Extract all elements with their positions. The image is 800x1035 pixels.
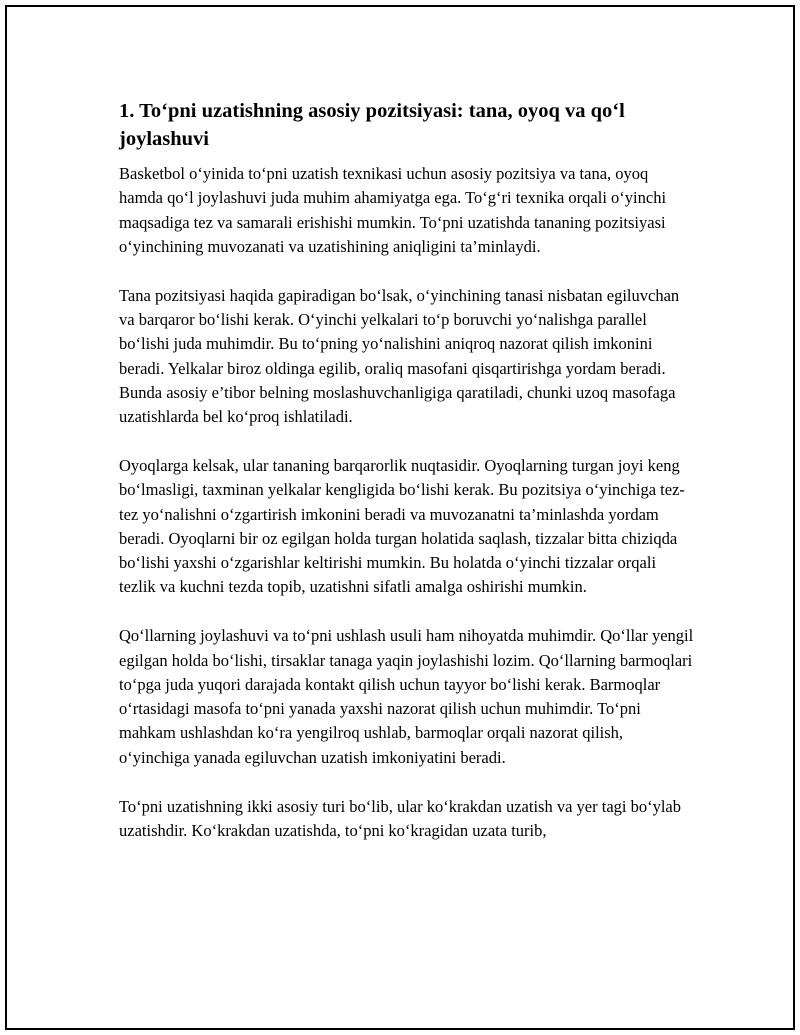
paragraph-intro: Basketbol o‘yinida to‘pni uzatish texnikasi uchun asosiy pozitsiya va tana, oyoq hamda qo‘l joylashuvi juda muhim ahamiyatga ega. To‘g‘ri texnika orqali o‘yinchi maqsadiga tez va samarali erishishi mumkin. To‘pni uzatishda tananing pozitsiyasi o‘yinchining muvozanati va uzatishining aniqligini ta’minlaydi. bbox=[119, 164, 667, 256]
section-heading: 1. To‘pni uzatishning asosiy pozitsiyasi: tana, oyoq va qo‘l joylashuvi bbox=[119, 100, 625, 150]
paragraph-body-position: Tana pozitsiyasi haqida gapiradigan bo‘lsak, o‘yinchining tanasi nisbatan egiluvchan va barqaror bo‘lishi kerak. O‘yinchi yelkalari to‘p boruvchi yo‘nalishga parallel bo‘lishi juda muhimdir. Bu to‘pning yo‘nalishini aniqroq nazorat qilish imkonini beradi. Yelkalar biroz oldinga egilib, oraliq masofani qisqartirishga yordam beradi. Bunda asosiy e’tibor belning moslashuvchanligiga qaratiladi, chunki uzoq masofaga uzatishlarda bel ko‘proq ishlatiladi. bbox=[119, 285, 680, 427]
page-frame bbox=[5, 5, 795, 1030]
document-body bbox=[119, 97, 694, 868]
paragraph-hands: Qo‘llarning joylashuvi va to‘pni ushlash usuli ham nihoyatda muhimdir. Qo‘llar yengil egilgan holda bo‘lishi, tirsaklar tanaga yaqin joylashishi lozim. Qo‘llarning barmoqlari to‘pga juda yuqori darajada kontakt qilish uchun tayyor bo‘lishi kerak. Barmoqlar o‘rtasidagi masofa to‘pni yanada yaxshi nazorat qilish uchun muhimdir. To‘pni mahkam ushlashdan ko‘ra yengilroq ushlab, barmoqlar orqali nazorat qilish, o‘yinchiga yanada egiluvchan uzatish imkoniyatini beradi. bbox=[119, 626, 694, 767]
paragraph-pass-types: To‘pni uzatishning ikki asosiy turi bo‘lib, ular ko‘krakdan uzatish va yer tagi bo‘ylab uzatishdir. Ko‘krakdan uzatishda, to‘pni ko‘kragidan uzata turib, bbox=[119, 796, 682, 840]
paragraph-legs: Oyoqlarga kelsak, ular tananing barqarorlik nuqtasidir. Oyoqlarning turgan joyi keng bo‘lmasligi, taxminan yelkalar kengligida bo‘lishi kerak. Bu pozitsiya o‘yinchiga tez-tez yo‘nalishni o‘zgartirish imkonini beradi va muvozanatni ta’minlashda yordam beradi. Oyoqlarni bir oz egilgan holda turgan holatida saqlash, tizzalar bitta chiziqda bo‘lishi yaxshi o‘zgarishlar keltirishi mumkin. Bu holatda o‘yinchi tizzalar orqali tezlik va kuchni tezda topib, uzatishni sifatli amalga oshirishi mumkin. bbox=[119, 455, 685, 597]
